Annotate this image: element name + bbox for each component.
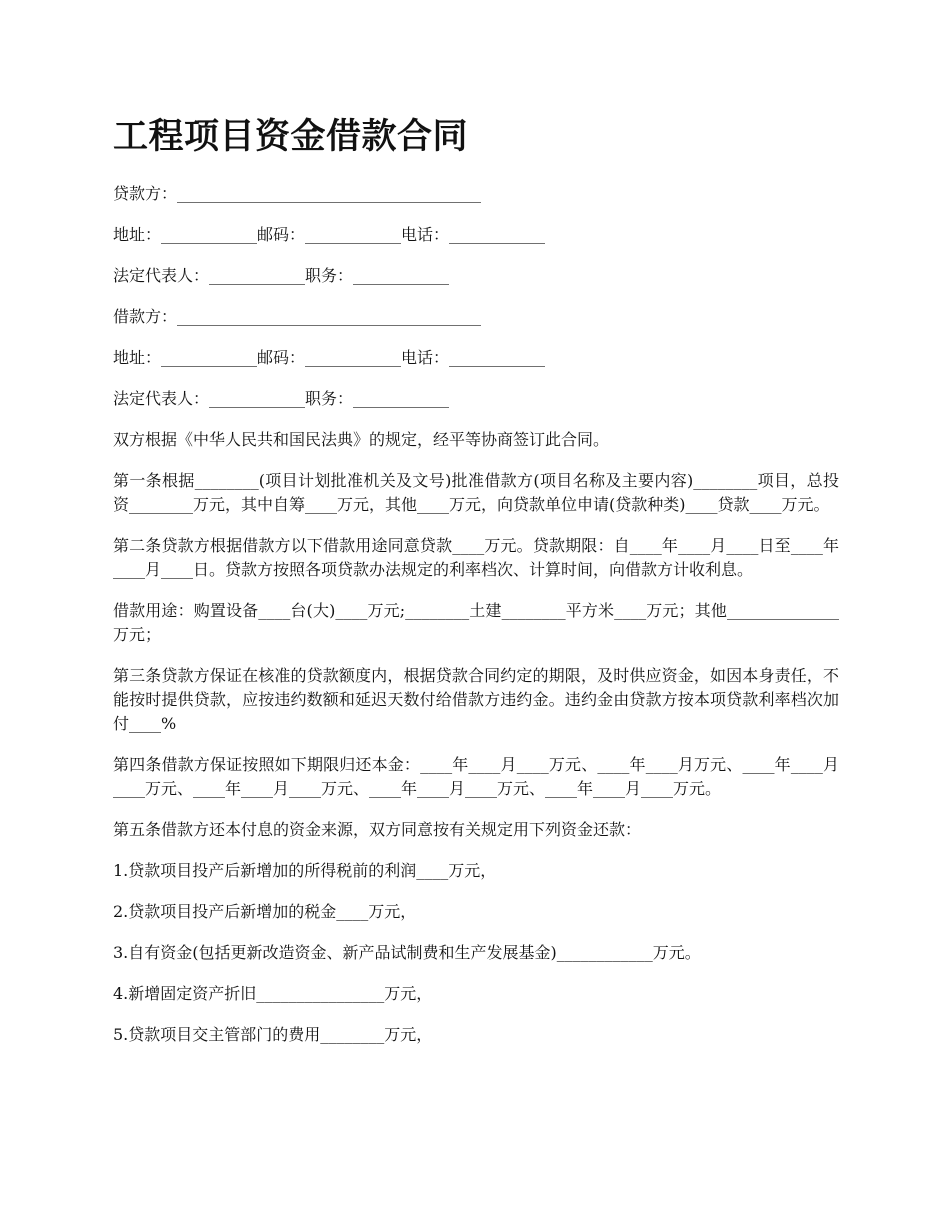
borrower-name-line: 借款方：______________________________________ xyxy=(113,307,482,326)
lender-name-line: 贷款方：______________________________________ xyxy=(113,184,482,203)
repayment-source-item-3: 3.自有资金(包括更新改造资金、新产品试制费和生产发展基金)____________万元。 xyxy=(113,943,701,962)
repayment-source-item-4: 4.新增固定资产折旧________________万元， xyxy=(113,984,433,1003)
contract-page xyxy=(113,112,839,1064)
article-3-paragraph: 第三条贷款方保证在核准的贷款额度内，根据贷款合同约定的期限，及时供应资金，如因本身责任，不能按时提供贷款，应按违约数额和延迟天数付给借款方违约金。违约金由贷款方按本项贷款利率档次加付____% xyxy=(113,666,839,733)
borrower-address-line: 地址：____________邮码：____________电话：____________ xyxy=(113,348,546,367)
repayment-source-item-2: 2.贷款项目投产后新增加的税金____万元， xyxy=(113,902,417,921)
lender-address-line: 地址：____________邮码：____________电话：____________ xyxy=(113,225,546,244)
article-5-paragraph: 第五条借款方还本付息的资金来源，双方同意按有关规定用下列资金还款： xyxy=(113,820,642,839)
repayment-source-item-5: 5.贷款项目交主管部门的费用________万元， xyxy=(113,1025,433,1044)
document-title: 工程项目资金借款合同 xyxy=(113,116,469,157)
preamble-paragraph: 双方根据《中华人民共和国民法典》的规定，经平等协商签订此合同。 xyxy=(113,430,610,449)
repayment-source-item-1: 1.贷款项目投产后新增加的所得税前的利润____万元， xyxy=(113,861,497,880)
lender-representative-line: 法定代表人：____________职务：____________ xyxy=(113,266,450,285)
article-4-paragraph: 第四条借款方保证按照如下期限归还本金：____年____月____万元、____年____月万元、____年____月____万元、____年____月____万元、____年____月____万元、____年____月____万元。 xyxy=(113,755,839,798)
article-2-paragraph: 第二条贷款方根据借款方以下借款用途同意贷款____万元。贷款期限：自____年____月____日至____年____月____日。贷款方按照各项贷款办法规定的利率档次、计算时间，向借款方计收利息。 xyxy=(113,536,839,579)
borrower-representative-line: 法定代表人：____________职务：____________ xyxy=(113,389,450,408)
article-1-paragraph: 第一条根据________(项目计划批准机关及文号)批准借款方(项目名称及主要内容)________项目，总投资________万元，其中自筹____万元，其他____万元，向贷款单位申请(贷款种类)____贷款____万元。 xyxy=(113,471,839,514)
loan-purpose-paragraph: 借款用途：购置设备____台(大)____万元;________土建________平方米____万元；其他______________万元； xyxy=(113,601,839,644)
